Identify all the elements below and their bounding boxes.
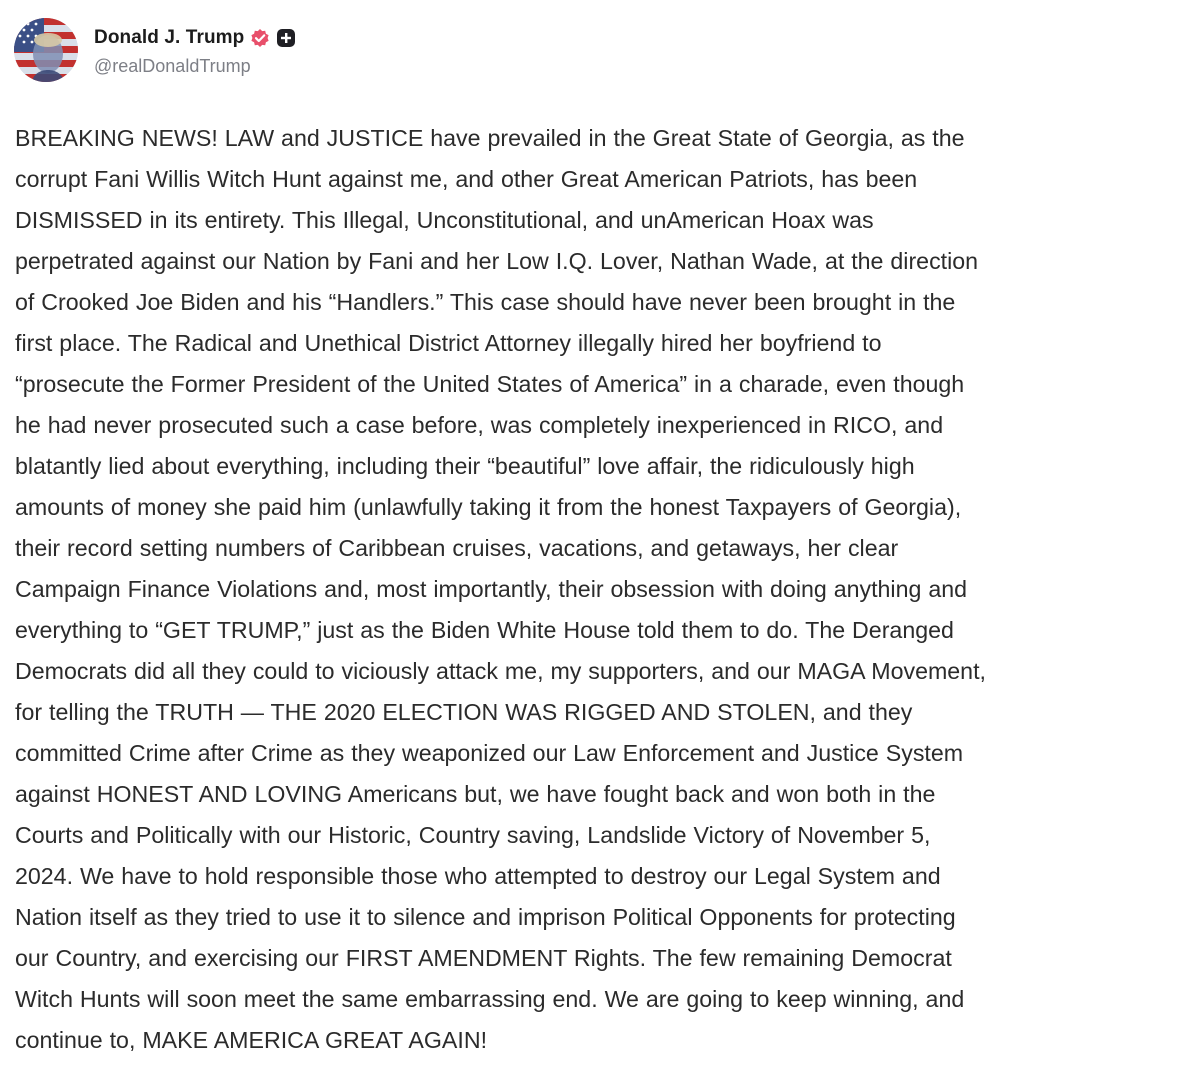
avatar[interactable] xyxy=(14,18,78,82)
post-header xyxy=(14,14,296,86)
post-body-text: BREAKING NEWS! LAW and JUSTICE have prevailed in the Great State of Georgia, as the corrupt Fani Willis Witch Hunt against me, and other Great American Patriots, has been DISMISSED in its entirety. This Illegal, Unconstitutional, and unAmerican Hoax was perpetrated against our Nation by Fani and her Low I.Q. Lover, Nathan Wade, at the direction of Crooked Joe Biden and his “Handlers.” This case should have never been brought in the first place. The Radical and Unethical District Attorney illegally hired her boyfriend to “prosecute the Former President of the United States of America” in a charade, even though he had never prosecuted such a case before, was completely inexperienced in RICO, and blatantly lied about everything, including their “beautiful” love affair, the ridiculously high amounts of money she paid him (unlawfully taking it from the honest Taxpayers of Georgia), their record setting numbers of Caribbean cruises, vacations, and getaways, her clear Campaign Finance Violations and, most importantly, their obsession with doing anything and everything to “GET TRUMP,” just as the Biden White House told them to do. The Deranged Democrats did all they could to viciously attack me, my supporters, and our MAGA Movement, for telling the TRUTH — THE 2020 ELECTION WAS RIGGED AND STOLEN, and they committed Crime after Crime as they weaponized our Law Enforcement and Justice System against HONEST AND LOVING Americans but, we have fought back and won both in the Courts and Politically with our Historic, Country saving, Landslide Victory of November 5, 2024. We have to hold responsible those who attempted to destroy our Legal System and Nation itself as they tried to use it to silence and imprison Political Opponents for protecting our Country, and exercising our FIRST AMENDMENT Rights. The few remaining Democrat Witch Hunts will soon meet the same embarrassing end. We are going to keep winning, and continue to, MAKE AMERICA GREAT AGAIN! xyxy=(15,125,986,1053)
username-handle[interactable]: @realDonaldTrump xyxy=(94,55,251,76)
plus-badge-icon xyxy=(276,28,296,48)
name-row xyxy=(94,24,296,52)
verified-badge-icon xyxy=(250,28,270,48)
author-identity xyxy=(94,24,296,77)
display-name[interactable]: Donald J. Trump xyxy=(94,26,245,48)
flag-portrait-avatar-icon xyxy=(14,18,78,82)
